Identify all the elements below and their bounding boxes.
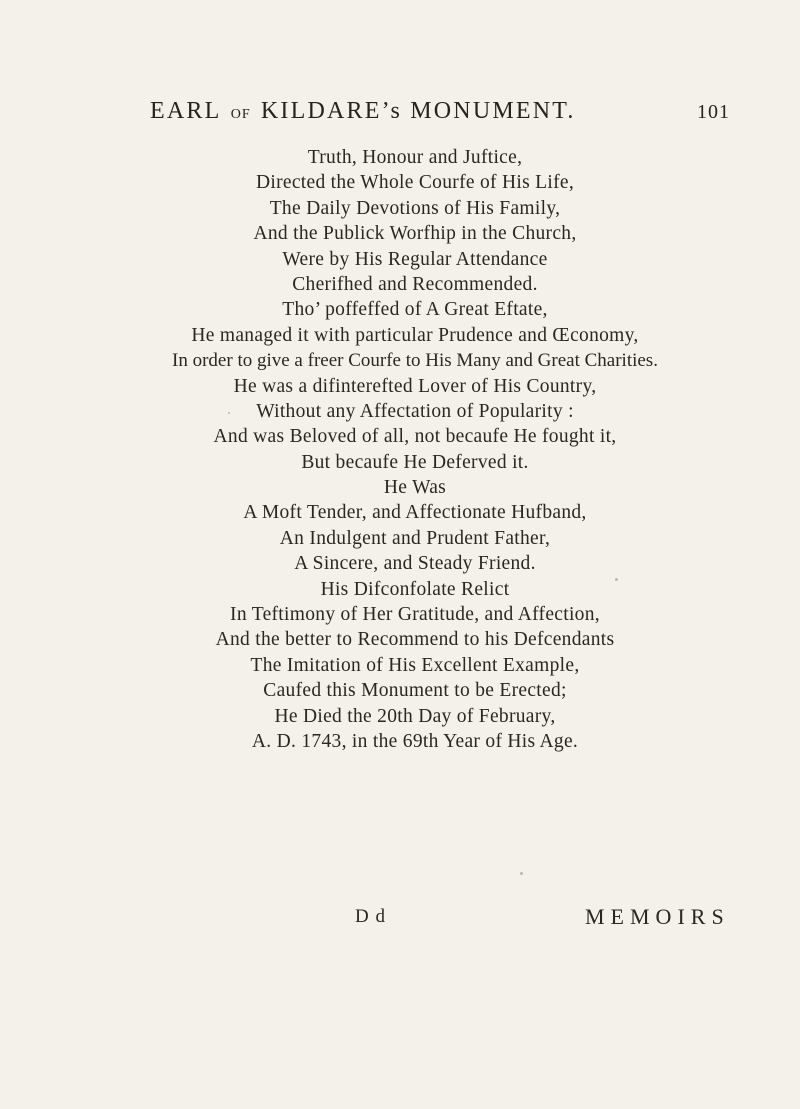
inscription-line: The Daily Devotions of His Family, bbox=[269, 197, 561, 219]
inscription-line: Tho’ poffeffed of A Great Eftate, bbox=[282, 299, 548, 321]
running-head-title-part2: KILDARE’s MONUMENT. bbox=[260, 98, 576, 124]
inscription-line: And the better to Recommend to his Defcendants bbox=[215, 629, 615, 651]
running-head bbox=[150, 98, 730, 128]
paper-speck bbox=[520, 872, 523, 875]
catchword: MEMOIRS bbox=[585, 904, 730, 929]
inscription-line: A Sincere, and Steady Friend. bbox=[294, 553, 536, 575]
inscription-line: He Was bbox=[383, 477, 447, 499]
inscription-line: And the Publick Worfhip in the Church, bbox=[253, 223, 577, 245]
paper-speck bbox=[615, 578, 618, 581]
inscription-line: In Teftimony of Her Gratitude, and Affection, bbox=[230, 604, 600, 626]
inscription-line: And was Beloved of all, not becaufe He fought it, bbox=[213, 426, 617, 448]
running-head-title-part1: EARL bbox=[150, 98, 221, 124]
inscription-line: Truth, Honour and Juftice, bbox=[307, 147, 523, 168]
inscription-line: He managed it with particular Prudence and Œconomy, bbox=[191, 324, 639, 346]
inscription-line: He was a difinterefted Lover of His Country, bbox=[233, 375, 597, 397]
signature-mark: D d bbox=[355, 906, 386, 927]
inscription-line: His Difconfolate Relict bbox=[320, 578, 510, 600]
inscription-line: The Imitation of His Excellent Example, bbox=[250, 654, 580, 676]
inscription-line: Without any Affectation of Popularity : bbox=[256, 400, 574, 422]
running-head-of: OF bbox=[230, 107, 251, 122]
inscription-line: Caufed this Monument to be Erected; bbox=[263, 680, 567, 702]
monument-inscription bbox=[100, 145, 730, 754]
inscription-line: An Indulgent and Prudent Father, bbox=[279, 527, 551, 549]
inscription-line: Cherifhed and Recommended. bbox=[292, 273, 538, 295]
inscription-line: In order to give a freer Courfe to His Many and Great Charities. bbox=[172, 350, 658, 372]
inscription-line: Directed the Whole Courfe of His Life, bbox=[255, 172, 575, 194]
inscription-line: He Died the 20th Day of February, bbox=[274, 705, 556, 727]
page-number: 101 bbox=[697, 101, 730, 123]
inscription-line: A. D. 1743, in the 69th Year of His Age. bbox=[251, 730, 579, 752]
page-footer bbox=[0, 906, 800, 936]
inscription-line: Were by His Regular Attendance bbox=[282, 248, 548, 270]
paper-speck bbox=[228, 412, 230, 414]
inscription-line: But becaufe He Deferved it. bbox=[301, 451, 529, 473]
inscription-line: A Moft Tender, and Affectionate Hufband, bbox=[243, 502, 587, 524]
